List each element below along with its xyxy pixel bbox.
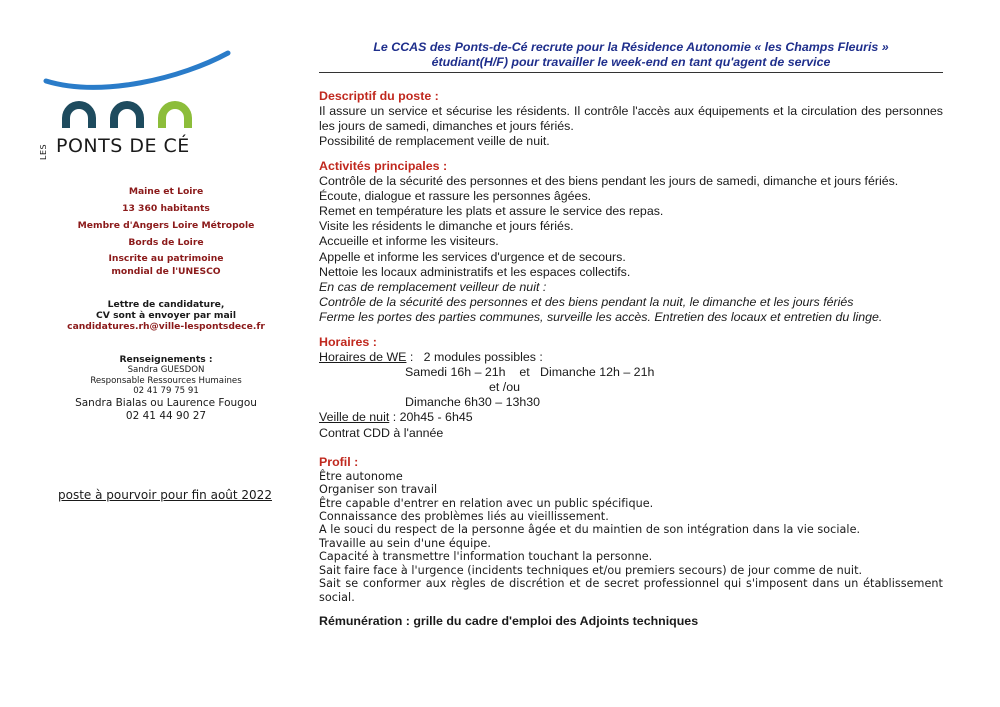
apply-line-2: CV sont à envoyer par mail xyxy=(96,310,236,321)
horaires-samedi: Samedi 16h – 21h et Dimanche 12h – 21h xyxy=(405,364,655,379)
profil-item: Sait faire face à l'urgence (incidents techniques et/ou premiers secours) de jour comme de nuit. xyxy=(319,563,863,577)
logo-prefix: LES xyxy=(39,143,48,160)
profil-item: Sait se conformer aux règles de discrétion et de secret professionnel qui s'imposent dans un établissement social. xyxy=(319,577,943,604)
posting-title xyxy=(319,40,943,70)
title-line-2: étudiant(H/F) pour travailler le week-end en tant qu'agent de service xyxy=(431,55,831,69)
section-activites xyxy=(319,159,943,326)
job-posting xyxy=(319,40,943,628)
descriptif-heading: Descriptif du poste : xyxy=(319,89,439,103)
horaires-we-line xyxy=(319,350,943,365)
apply-email-link[interactable]: candidatures.rh@ville-lespontsdece.fr xyxy=(67,321,265,332)
unesco-line-1: Inscrite au patrimoine xyxy=(108,253,224,264)
city-logo xyxy=(39,48,232,163)
title-line-1: Le CCAS des Ponts-de-Cé recrute pour la Résidence Autonomie « les Champs Fleuris » xyxy=(373,40,889,54)
horaires-nuit-line xyxy=(319,410,943,425)
profil-heading: Profil : xyxy=(319,454,359,469)
contact-role: Responsable Ressources Humaines xyxy=(90,375,242,386)
section-descriptif xyxy=(319,89,943,150)
horaires-we-label: Horaires de WE xyxy=(319,349,407,364)
sidebar xyxy=(40,48,292,423)
profil-item: Travaille au sein d'une équipe. xyxy=(319,536,491,550)
profil-item: Capacité à transmettre l'information touchant la personne. xyxy=(319,550,653,564)
city-population: 13 360 habitants xyxy=(122,203,210,214)
remuneration: Rémunération : grille du cadre d'emploi des Adjoints techniques xyxy=(319,613,699,628)
city-location: Bords de Loire xyxy=(128,237,204,248)
profil-item: Être capable d'entrer en relation avec un public spécifique. xyxy=(319,496,654,510)
contact-heading: Renseignements : xyxy=(119,354,213,365)
section-horaires xyxy=(319,335,943,441)
contact-name: Sandra GUESDON xyxy=(127,365,205,375)
descriptif-text: Il assure un service et sécurise les résidents. Il contrôle l'accès aux équipements et la circulation des personnes les jours de samedi, dimanches et jours fériés. xyxy=(319,104,943,134)
activite-night-item: Contrôle de la sécurité des personnes et des biens pendant la nuit, le dimanche et les jours fériés xyxy=(319,295,854,310)
unesco-line-2: mondial de l'UNESCO xyxy=(111,266,221,277)
title-divider xyxy=(319,72,943,73)
activite-item: Remet en température les plats et assure le service des repas. xyxy=(319,204,664,219)
contact-others: Sandra Bialas ou Laurence Fougou xyxy=(75,396,257,409)
city-membership: Membre d'Angers Loire Métropole xyxy=(77,220,255,231)
section-profil xyxy=(319,455,943,604)
logo-wordmark: PONTS DE CÉ xyxy=(56,135,190,157)
activite-item: Contrôle de la sécurité des personnes et des biens pendant les jours de samedi, dimanche et jours fériés. xyxy=(319,173,899,188)
contact-phone-1: 02 41 79 75 91 xyxy=(133,386,199,396)
city-facts xyxy=(40,183,292,277)
descriptif-note: Possibilité de remplacement veille de nuit. xyxy=(319,134,550,149)
activite-item: Nettoie les locaux administratifs et les espaces collectifs. xyxy=(319,264,631,279)
apply-line-1: Lettre de candidature, xyxy=(107,299,225,310)
profil-item: Connaissance des problèmes liés au vieillissement. xyxy=(319,510,609,524)
horaires-nuit-text: : 20h45 - 6h45 xyxy=(389,410,473,425)
profil-item: Organiser son travail xyxy=(319,483,438,497)
horaires-dimanche: Dimanche 6h30 – 13h30 xyxy=(405,395,541,410)
activite-item: Écoute, dialogue et rassure les personnes âgées. xyxy=(319,188,592,203)
horaires-nuit-label: Veille de nuit xyxy=(319,410,390,425)
contact-info xyxy=(40,354,292,423)
activite-item: Visite les résidents le dimanche et jours fériés. xyxy=(319,219,574,234)
application-info xyxy=(40,299,292,332)
city-region: Maine et Loire xyxy=(128,186,204,197)
logo-graphic xyxy=(42,48,232,143)
activite-item: Appelle et informe les services d'urgence et de secours. xyxy=(319,249,626,264)
horaires-we-text: : 2 modules possibles : xyxy=(406,349,543,364)
profil-item: A le souci du respect de la personne âgée et du maintien de son intégration dans la vie sociale. xyxy=(319,523,861,537)
activite-night-item: En cas de remplacement veilleur de nuit : xyxy=(319,280,547,295)
horaires-etou: et /ou xyxy=(489,380,521,395)
position-deadline: poste à pourvoir pour fin août 2022 xyxy=(58,488,272,502)
activite-night-item: Ferme les portes des parties communes, surveille les accès. Entretien des locaux et entretien du linge. xyxy=(319,310,883,325)
activite-item: Accueille et informe les visiteurs. xyxy=(319,234,499,249)
horaires-contrat: Contrat CDD à l'année xyxy=(319,425,444,440)
profil-item: Être autonome xyxy=(319,469,403,483)
horaires-heading: Horaires : xyxy=(319,334,377,349)
activites-heading: Activités principales : xyxy=(319,158,448,173)
contact-phone-2: 02 41 44 90 27 xyxy=(125,409,207,422)
